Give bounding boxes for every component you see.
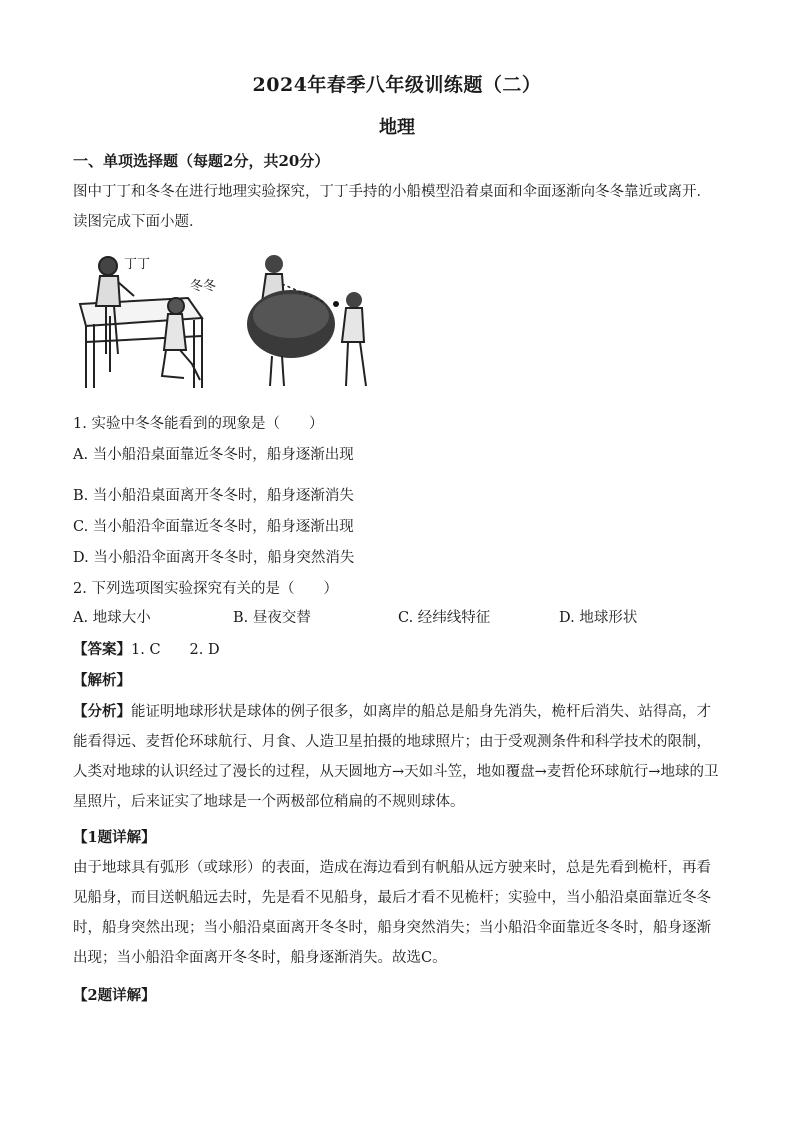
- umbrella-scene: [247, 255, 366, 386]
- fenxi-paragraph: [73, 697, 723, 817]
- label-dingding: 丁丁: [124, 257, 151, 272]
- question-2-option-c: C. 经纬线特征: [398, 610, 491, 626]
- section-heading: 一、单项选择题（每题2分，共20分）: [73, 152, 330, 170]
- fenxi-tag: 【分析】: [73, 703, 131, 720]
- question-2-option-a: A. 地球大小: [73, 610, 151, 626]
- fenxi-text: 能证明地球形状是球体的例子很多，如离岸的船总是船身先消失，桅杆后消失、站得高，才能看得远、麦哲伦环球航行、月食、人造卫星拍摄的地球照片；由于受观测条件和科学技术的限制，人类对地球的认识经过了漫长的过程，从天圆地方→天如斗笠，地如覆盘→麦哲伦环球航行→地球的卫星照片，后来证实了地球是一个两极部位稍扁的不规则球体。: [73, 704, 719, 810]
- detail-1-text: 由于地球具有弧形（或球形）的表面，造成在海边看到有帆船从远方驶来时，总是先看到桅杆，再看见船身，而目送帆船远去时，先是看不见船身，最后才看不见桅杆；实验中，当小船沿桌面靠近冬冬时，船身突然出现；当小船沿桌面离开冬冬时，船身突然消失；当小船沿伞面靠近冬冬时，船身逐渐出现；当小船沿伞面离开冬冬时，船身逐渐消失。故选C。: [73, 860, 711, 966]
- experiment-illustration: [76, 246, 386, 396]
- answer-text: 1. C 2. D: [131, 642, 220, 658]
- label-dongdong: 冬冬: [190, 279, 217, 294]
- question-1-option-c: C. 当小船沿伞面靠近冬冬时，船身逐渐出现: [73, 519, 354, 535]
- question-1-option-a: A. 当小船沿桌面靠近冬冬时，船身逐渐出现: [73, 447, 354, 463]
- subject-title: 地理: [379, 117, 415, 138]
- question-1-option-b: B. 当小船沿桌面离开冬冬时，船身逐渐消失: [73, 488, 354, 504]
- question-1-stem: 1. 实验中冬冬能看到的现象是（ ）: [73, 416, 324, 432]
- question-2-option-d: D. 地球形状: [559, 610, 638, 626]
- question-2-option-b: B. 昼夜交替: [233, 610, 311, 626]
- detail-1-tag: 【1题详解】: [73, 829, 156, 846]
- question-stem: 图中丁丁和冬冬在进行地理实验探究，丁丁手持的小船模型沿着桌面和伞面逐渐向冬冬靠近或离开．读图完成下面小题．: [73, 184, 711, 230]
- answer-tag: 【答案】: [73, 641, 131, 658]
- answer-line: [73, 638, 220, 659]
- detail-2-tag: 【2题详解】: [73, 987, 156, 1004]
- question-2-stem: 2. 下列选项图实验探究有关的是（ ）: [73, 581, 338, 597]
- question-1-option-d: D. 当小船沿伞面离开冬冬时，船身突然消失: [73, 550, 355, 566]
- document-title: 2024年春季八年级训练题（二）: [252, 74, 542, 96]
- analysis-tag: 【解析】: [73, 672, 131, 689]
